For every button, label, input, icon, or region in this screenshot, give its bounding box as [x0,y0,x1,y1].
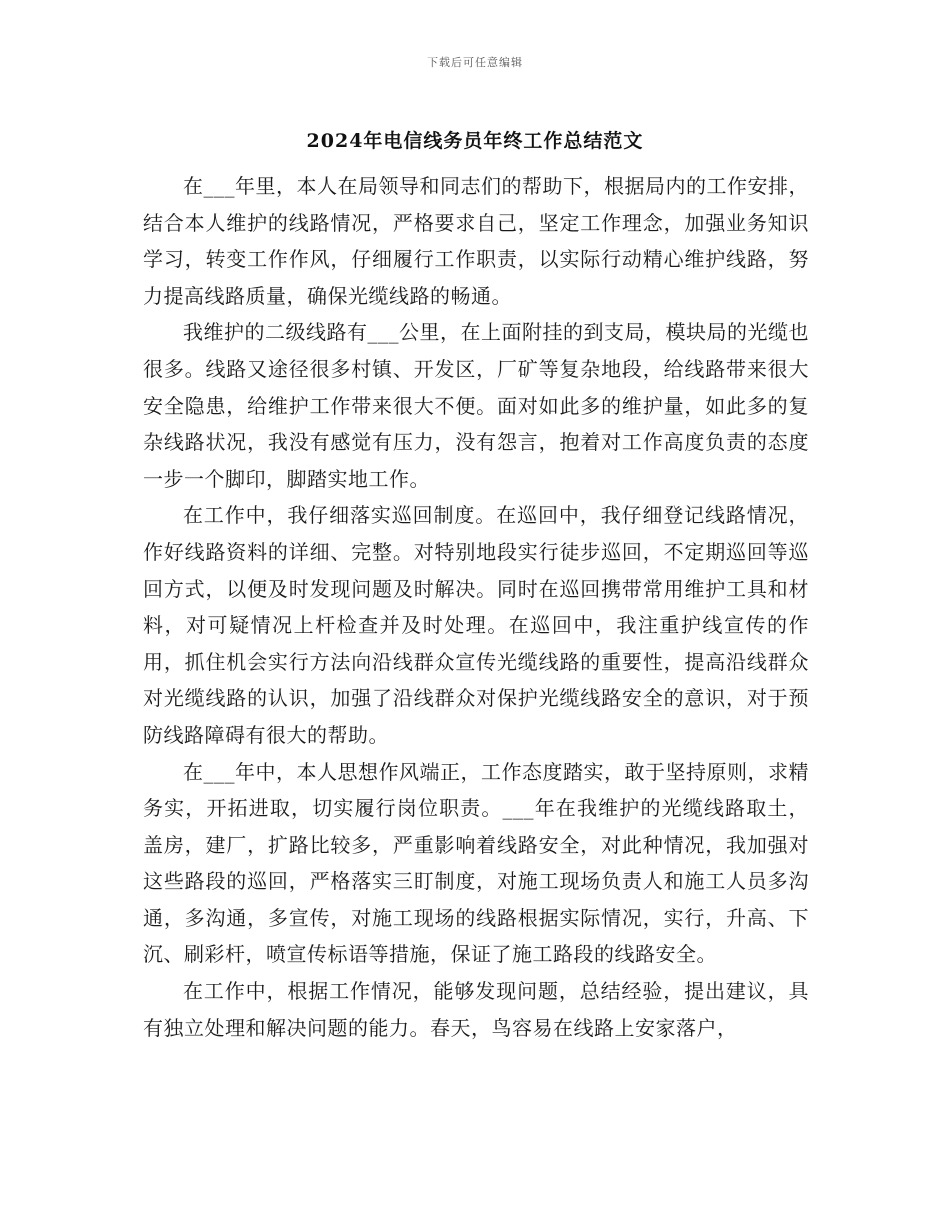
document-body [143,168,809,1046]
paragraph-3: 在工作中，我仔细落实巡回制度。在巡回中，我仔细登记线路情况，作好线路资料的详细、完整。对特别地段实行徒步巡回，不定期巡回等巡回方式，以便及时发现问题及时解决。同时在巡回携带常用维护工具和材料，对可疑情况上杆检查并及时处理。在巡回中，我注重护线宣传的作用，抓住机会实行方法向沿线群众宣传光缆线路的重要性，提高沿线群众对光缆线路的认识，加强了沿线群众对保护光缆线路安全的意识，对于预防线路障碍有很大的帮助。 [143,503,809,747]
document-title: 2024年电信线务员年终工作总结范文 [306,130,644,152]
paragraph-5: 在工作中，根据工作情况，能够发现问题，总结经验，提出建议，具有独立处理和解决问题的能力。春天，鸟容易在线路上安家落户， [143,979,809,1040]
header-note: 下载后可任意编辑 [427,56,523,69]
paragraph-2: 我维护的二级线路有___公里，在上面附挂的到支局，模块局的光缆也很多。线路又途径很多村镇、开发区，厂矿等复杂地段，给线路带来很大安全隐患，给维护工作带来很大不便。面对如此多的维护量，如此多的复杂线路状况，我没有感觉有压力，没有怨言，抱着对工作高度负责的态度一步一个脚印，脚踏实地工作。 [143,320,809,491]
paragraph-4: 在___年中，本人思想作风端正，工作态度踏实，敢于坚持原则，求精务实，开拓进取，切实履行岗位职责。___年在我维护的光缆线路取土，盖房，建厂，扩路比较多，严重影响着线路安全，对此种情况，我加强对这些路段的巡回，严格落实三盯制度，对施工现场负责人和施工人员多沟通，多沟通，多宣传，对施工现场的线路根据实际情况，实行，升高、下沉、刷彩杆，喷宣传标语等措施，保证了施工路段的线路安全。 [143,759,809,967]
paragraph-1: 在___年里，本人在局领导和同志们的帮助下，根据局内的工作安排，结合本人维护的线路情况，严格要求自己，坚定工作理念，加强业务知识学习，转变工作作风，仔细履行工作职责，以实际行动精心维护线路，努力提高线路质量，确保光缆线路的畅通。 [143,174,809,308]
